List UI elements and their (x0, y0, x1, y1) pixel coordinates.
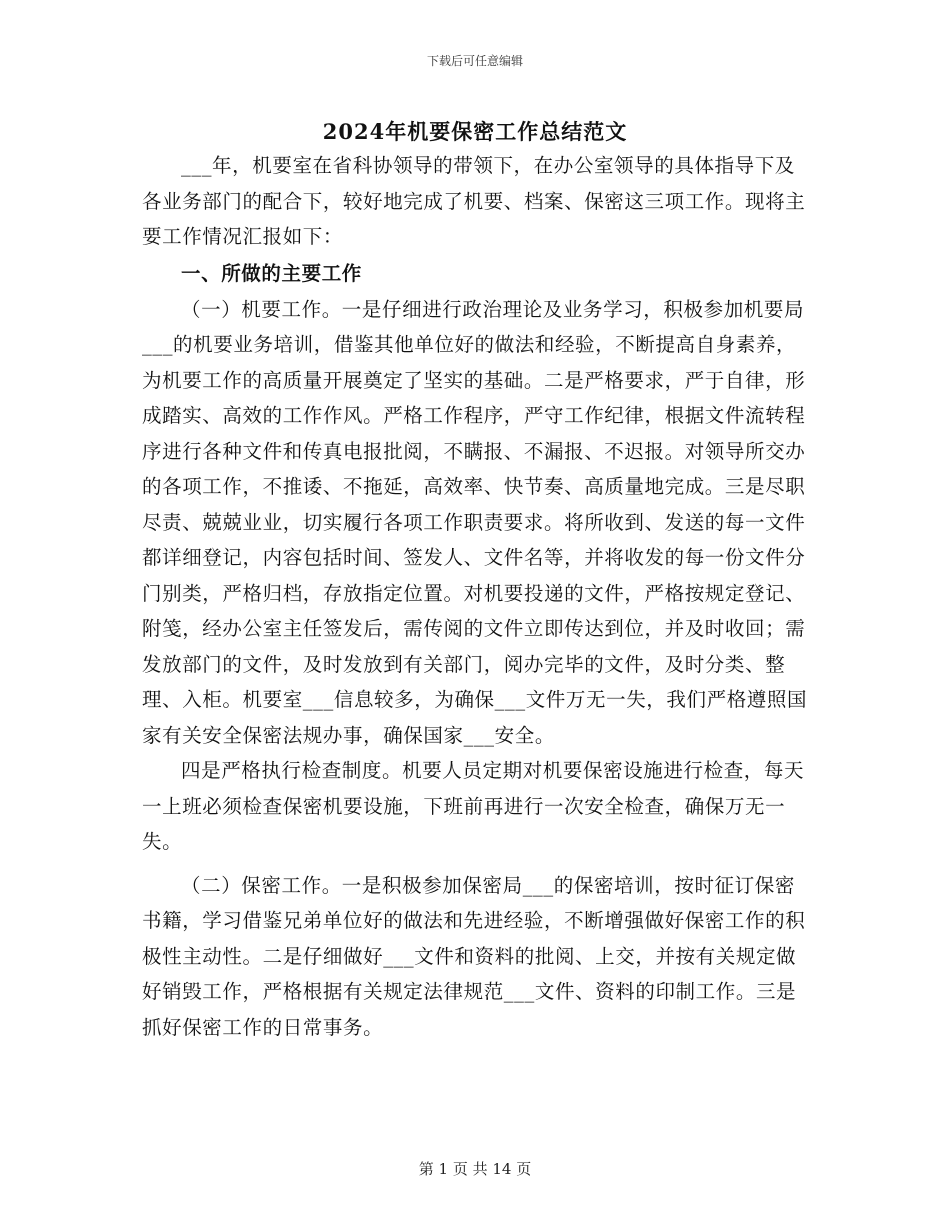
body-paragraph-3: （二）保密工作。一是积极参加保密局___的保密培训，按时征订保密书籍，学习借鉴兄弟单位好的做法和先进经验，不断增强做好保密工作的积极性主动性。二是仔细做好___文件和资料的批阅、上交，并按有关规定做好销毁工作，严格根据有关规定法律规范___文件、资料的印制工作。三是抓好保密工作的日常事务。 (142, 873, 806, 1039)
page-header-note: 下载后可任意编辑 (426, 54, 523, 68)
document-title: 2024年机要保密工作总结范文 (322, 119, 628, 144)
page-number: 第 1 页 共 14 页 (418, 1160, 532, 1178)
intro-paragraph: ___年，机要室在省科协领导的带领下，在办公室领导的具体指导下及各业务部门的配合下，较好地完成了机要、档案、保密这三项工作。现将主要工作情况汇报如下： (142, 154, 806, 248)
document-body (142, 148, 812, 1045)
body-paragraph-2: 四是严格执行检查制度。机要人员定期对机要保密设施进行检查，每天一上班必须检查保密机要设施，下班前再进行一次安全检查，确保万无一失。 (142, 759, 805, 853)
body-paragraph-1: （一）机要工作。一是仔细进行政治理论及业务学习，积极参加机要局___的机要业务培训，借鉴其他单位好的做法和经验，不断提高自身素养，为机要工作的高质量开展奠定了坚实的基础。二是严格要求，严于自律，形成踏实、高效的工作作风。严格工作程序，严守工作纪律，根据文件流转程序进行各种文件和传真电报批阅，不瞒报、不漏报、不迟报。对领导所交办的各项工作，不推诿、不拖延，高效率、快节奏、高质量地完成。三是尽职尽责、兢兢业业，切实履行各项工作职责要求。将所收到、发送的每一文件都详细登记，内容包括时间、签发人、文件名等，并将收发的每一份文件分门别类，严格归档，存放指定位置。对机要投递的文件，严格按规定登记、附笺，经办公室主任签发后，需传阅的文件立即传达到位，并及时收回；需发放部门的文件，及时发放到有关部门，阅办完毕的文件，及时分类、整理、入柜。机要室___信息较多，为确保___文件万无一失，我们严格遵照国家有关安全保密法规办事，确保国家___安全。 (142, 297, 808, 747)
section-heading: 一、所做的主要工作 (181, 261, 362, 285)
